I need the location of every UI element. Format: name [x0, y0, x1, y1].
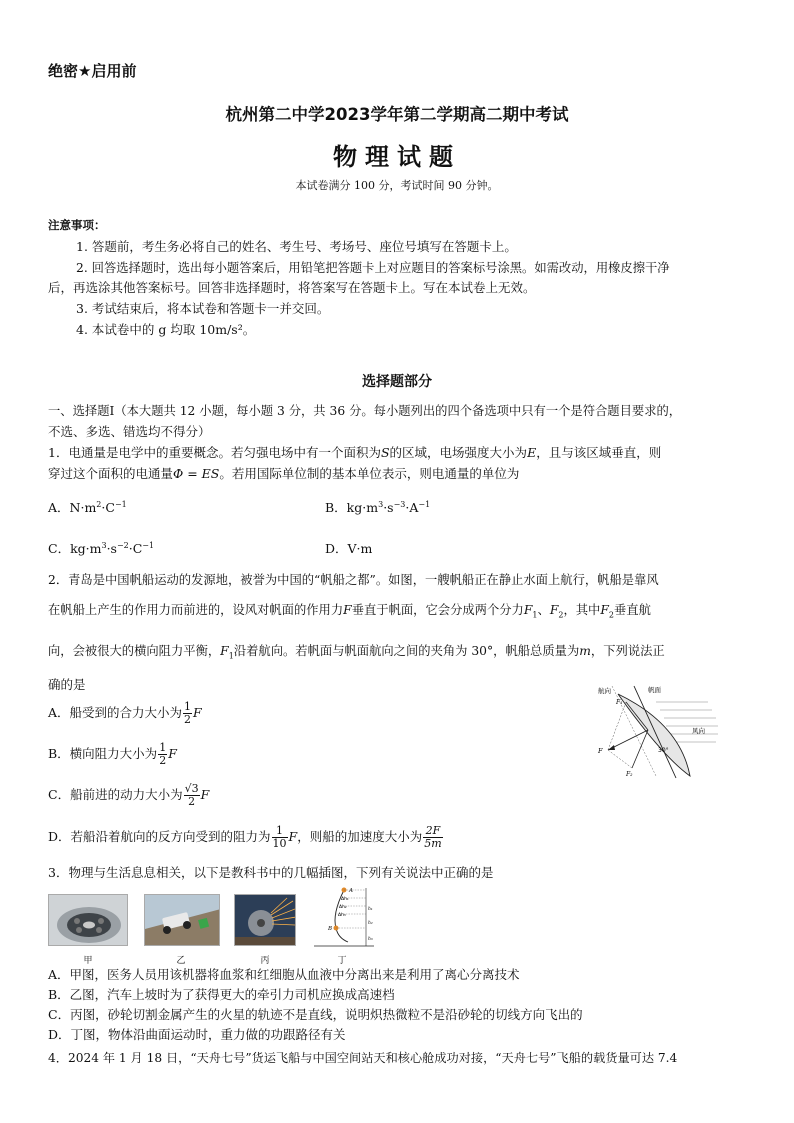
label-h1: h₁	[368, 907, 373, 912]
q1-formula: Φ = ES	[173, 466, 220, 481]
page-title: 物理试题	[333, 143, 461, 171]
label-h2: h₂	[368, 921, 373, 926]
q1-optB-s1: 3	[378, 499, 384, 509]
q2-optD-f: F	[288, 829, 298, 844]
frac-den: 10	[272, 837, 287, 850]
q2-symbol-f1b: F	[220, 644, 229, 658]
caption-jia: 甲	[83, 956, 93, 966]
grinding-sparks-image	[234, 894, 296, 946]
q1-symbol-s: S	[380, 445, 390, 460]
curved-path-gravity-diagram	[308, 884, 378, 950]
q1-optA-t2: ·C	[101, 500, 115, 515]
frac-den: 2	[159, 754, 167, 767]
frac-num: 1	[184, 700, 192, 713]
q1-option-c[interactable]	[48, 539, 154, 557]
q1-optC-t1: C．kg·m	[48, 541, 102, 556]
notice-item-1: 1. 答题前，考生务必将自己的姓名、考生号、考场号、座位号填写在答题卡上。	[76, 239, 517, 254]
q2-symbol-f2b-sub: 2	[608, 610, 614, 620]
part1-line2: 不选、多选、错选均不得分）	[48, 424, 211, 439]
q2-text-d: 垂直航	[614, 603, 651, 617]
q1-text-e: 。若用国际单位制的基本单位表示，则电通量的单位为	[219, 466, 520, 481]
label-dh2: Δh₂	[339, 905, 347, 910]
q2-symbol-f2b: F	[600, 603, 609, 617]
fraction-one-half	[158, 742, 167, 767]
q4-line1: 4．2024 年 1 月 18 日，“天舟七号”货运飞船与中国空间站天和核心舱成功对接，“天舟七号”飞船的载货量可达 7.4	[48, 1051, 678, 1065]
q2-optB-f: F	[168, 746, 177, 761]
q1-optC-s1: 3	[101, 540, 107, 550]
q2-option-b[interactable]	[48, 741, 177, 767]
notice-item-3: 3. 考试结束后，将本试卷和答题卡一并交回。	[76, 301, 330, 316]
q2-optB-text: B．横向阻力大小为	[48, 746, 158, 761]
q2-symbol-m: m	[579, 644, 591, 658]
caption-ding: 丁	[337, 956, 347, 966]
q2-separator: 、	[537, 603, 550, 617]
q2-symbol-f2: F	[549, 603, 559, 617]
notice-item-2-line2: 后，再选涂其他答案标号。回答非选择题时，将答案写在答题卡上。写在本试卷上无效。	[48, 280, 536, 295]
notice-item-4: 4. 本试卷中的 g 均取 10m/s²。	[76, 322, 256, 337]
label-f2: F₂	[626, 771, 633, 778]
q2-text-f: 沿着航向。若帆面与帆面航向之间的夹角为 30°，帆船总质量为	[233, 644, 580, 658]
label-heading: 航向	[598, 687, 611, 695]
notice-item-2-line1: 2. 回答选择题时，选出每小题答案后，用铅笔把答题卡上对应题目的答案标号涂黑。如需改动，用橡皮擦干净	[76, 261, 670, 275]
q1-optB-t3: ·A	[405, 500, 419, 515]
q1-option-a[interactable]	[48, 498, 127, 516]
confidential-label: 绝密★启用前	[48, 62, 137, 80]
q3-option-c[interactable]: C．丙图，砂轮切割金属产生的火星的轨迹不是直线，说明炽热微粒不是沿砂轮的切线方向飞出的	[48, 1007, 583, 1022]
frac-num: √3	[184, 782, 199, 795]
q2-symbol-f2-sub: 2	[558, 610, 564, 620]
q2-line4: 确的是	[48, 677, 86, 692]
q2-optA-f: F	[193, 705, 202, 720]
fraction-one-tenth	[272, 825, 288, 850]
q1-text-a: 1．电通量是电学中的重要概念。若匀强电场中有一个面积为	[48, 445, 381, 460]
label-dh3: Δh₃	[338, 913, 346, 918]
q1-optB-t2: ·s	[383, 500, 394, 515]
centrifuge-image	[48, 894, 128, 946]
q1-optC-s3: −1	[142, 540, 155, 550]
q1-option-d[interactable]: D．V·m	[325, 541, 373, 556]
q1-optC-s2: −2	[116, 540, 129, 550]
frac-num: 1	[159, 741, 167, 754]
q1-optA-s1: 2	[96, 499, 102, 509]
label-f1: F₁	[616, 699, 623, 706]
q2-symbol-f1b-sub: 1	[228, 651, 234, 661]
notice-heading: 注意事项：	[48, 218, 106, 232]
frac-den: 5m	[424, 837, 442, 850]
fraction-2f-5m	[423, 825, 442, 850]
q1-optA-s2: −1	[114, 499, 127, 509]
q1-text-d: 穿过这个面积的电通量	[48, 466, 174, 481]
q1-optC-t2: ·s	[106, 541, 117, 556]
q2-line2	[48, 600, 651, 625]
q3-stem: 3．物理与生活息息相关，以下是教科书中的几幅插图，下列有关说法中正确的是	[48, 865, 494, 880]
q1-optC-t3: ·C	[128, 541, 143, 556]
q1-line1	[48, 443, 661, 463]
car-uphill-image	[144, 894, 220, 946]
q2-text-g: ，下列说法正	[590, 644, 665, 658]
q3-option-a[interactable]: A．甲图，医务人员用该机器将血浆和红细胞从血液中分离出来是利用了离心分离技术	[48, 967, 520, 982]
q1-optA-t1: A．N·m	[48, 500, 97, 515]
exam-subtitle: 本试卷满分 100 分，考试时间 90 分钟。	[295, 179, 499, 192]
frac-den: 2	[184, 713, 192, 726]
fraction-sqrt3-half	[184, 783, 200, 808]
caption-bing: 丙	[260, 956, 270, 966]
q1-optB-t1: B．kg·m	[325, 500, 379, 515]
q2-symbol-f1-sub: 1	[532, 610, 538, 620]
q2-symbol-f: F	[343, 603, 352, 617]
q2-text-a: 在帆船上产生的作用力而前进的，设风对帆面的作用力	[48, 603, 344, 617]
q1-optB-s2: −3	[393, 499, 406, 509]
q1-optB-s3: −1	[418, 499, 431, 509]
q1-text-c: ，且与该区域垂直，则	[536, 445, 662, 460]
frac-num: 1	[272, 825, 288, 838]
q1-option-b[interactable]	[325, 498, 430, 516]
q2-optA-text: A．船受到的合力大小为	[48, 705, 183, 720]
q2-option-d[interactable]	[48, 824, 444, 850]
label-h3: h₃	[368, 937, 373, 942]
q2-text-e: 向，会被很大的横向阻力平衡，	[48, 644, 221, 658]
label-sail: 帆面	[648, 686, 661, 694]
q2-option-a[interactable]	[48, 700, 202, 726]
label-wind: 风向	[692, 727, 705, 735]
q3-option-b[interactable]: B．乙图，汽车上坡时为了获得更大的牵引力司机应换成高速档	[48, 987, 395, 1002]
label-dh1: Δh₁	[341, 897, 349, 902]
frac-den: 2	[188, 795, 196, 808]
q2-optD-text-a: D．若船沿着航向的反方向受到的阻力为	[48, 829, 271, 844]
q2-symbol-f1: F	[523, 603, 533, 617]
section-title: 选择题部分	[362, 374, 432, 390]
q3-option-d[interactable]: D．丁图，物体沿曲面运动时，重力做的功跟路径有关	[48, 1027, 346, 1042]
q1-text-b: 的区域，电场强度大小为	[389, 445, 528, 460]
q2-line3	[48, 641, 665, 666]
frac-num: 2F	[423, 825, 442, 838]
q2-line1: 2．青岛是中国帆船运动的发源地，被誉为中国的“帆船之都”。如图，一艘帆船正在静止水面上航行，帆船是靠风	[48, 573, 659, 587]
q2-optC-f: F	[200, 787, 210, 802]
caption-yi: 乙	[176, 956, 186, 966]
fraction-one-half	[183, 701, 192, 726]
q2-optD-text-b: ，则船的加速度大小为	[297, 829, 423, 844]
label-f: F	[598, 747, 603, 755]
sailboat-force-diagram	[590, 684, 725, 780]
q2-text-b: 垂直于帆面，它会分成两个分力	[351, 603, 524, 617]
q1-symbol-e: E	[527, 445, 537, 460]
q2-optC-text: C．船前进的动力大小为	[48, 787, 183, 802]
label-a: A	[349, 888, 353, 894]
label-b: B	[328, 926, 333, 932]
q1-line2	[48, 464, 519, 484]
part1-line1: 一、选择题Ⅰ（本大题共 12 小题，每小题 3 分，共 36 分。每小题列出的四个备选项中只有一个是符合题目要求的，	[48, 404, 682, 418]
exam-school-title: 杭州第二中学2023学年第二学期高二期中考试	[225, 105, 569, 124]
q2-text-c: ，其中	[563, 603, 601, 617]
label-angle: 30°	[658, 747, 669, 754]
q2-option-c[interactable]	[48, 782, 209, 808]
